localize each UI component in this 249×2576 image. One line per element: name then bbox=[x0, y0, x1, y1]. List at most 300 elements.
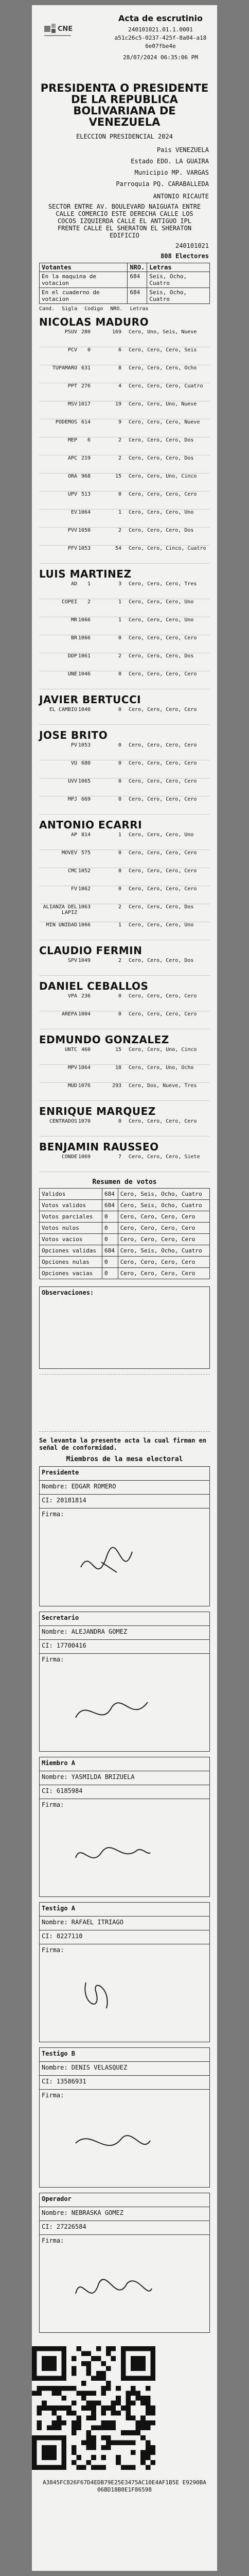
party-votes: 2 bbox=[118, 528, 121, 533]
qr-module bbox=[146, 2396, 151, 2401]
party-row bbox=[39, 635, 210, 653]
party-code: 1004 bbox=[78, 1011, 91, 1017]
resumen-cell: 0 bbox=[102, 1223, 118, 1234]
party-votes: 7 bbox=[118, 1154, 121, 1160]
resumen-cell: Opciones vacias bbox=[40, 1268, 102, 1279]
party-code: 1 bbox=[87, 581, 91, 587]
qr-module bbox=[86, 2366, 92, 2371]
party-votes-letters: Cero, Cero, Cero, Nueve bbox=[129, 419, 200, 425]
party-code: 669 bbox=[81, 796, 91, 802]
qr-module bbox=[140, 2460, 146, 2465]
qr-module bbox=[140, 2435, 146, 2441]
qr-module bbox=[91, 2415, 96, 2420]
party-row bbox=[39, 993, 210, 1011]
party-row bbox=[39, 653, 210, 671]
member-nombre: Nombre: DENIS VELASQUEZ bbox=[40, 2062, 209, 2076]
member-firma-label: Firma: bbox=[42, 1656, 64, 1663]
party-row bbox=[39, 868, 210, 886]
qr-module bbox=[106, 2405, 111, 2411]
party-sigla: MIN UNIDAD bbox=[46, 922, 77, 928]
party-sigla: PVV bbox=[67, 528, 77, 533]
qr-module bbox=[62, 2386, 67, 2391]
qr-module bbox=[91, 2405, 96, 2411]
resumen-row bbox=[40, 1245, 210, 1257]
member-ci: CI: 13586931 bbox=[40, 2076, 209, 2090]
qr-module bbox=[131, 2430, 136, 2435]
party-code: 968 bbox=[81, 473, 91, 479]
qr-module bbox=[131, 2386, 136, 2391]
qr-module bbox=[86, 2415, 92, 2420]
qr-module bbox=[86, 2460, 92, 2465]
center-name: ANTONIO RICAUTE bbox=[153, 193, 209, 200]
qr-module bbox=[116, 2396, 121, 2401]
party-votes-letters: Cero, Cero, Cero, Cero bbox=[129, 492, 197, 497]
qr-finder bbox=[42, 2356, 57, 2371]
party-votes-letters: Cero, Cero, Uno, Ocho bbox=[129, 1065, 194, 1071]
member-ci: CI: 20181814 bbox=[40, 1495, 209, 1509]
qr-module bbox=[126, 2440, 131, 2445]
qr-module bbox=[72, 2371, 77, 2376]
party-row bbox=[39, 958, 210, 976]
qr-module bbox=[76, 2426, 81, 2431]
votantes-header-cell: Letras bbox=[147, 263, 210, 272]
qr-module bbox=[37, 2391, 42, 2396]
party-votes: 15 bbox=[115, 473, 121, 479]
resumen-cell: 0 bbox=[102, 1234, 118, 1245]
qr-module bbox=[66, 2411, 72, 2416]
qr-module bbox=[66, 2386, 72, 2391]
qr-module bbox=[101, 2361, 106, 2366]
qr-module bbox=[101, 2426, 106, 2431]
party-row bbox=[39, 510, 210, 528]
resumen-cell: Opciones nulas bbox=[40, 1257, 102, 1268]
votantes-cell: En la maquina de votacion bbox=[40, 272, 128, 288]
member-ci: CI: 8227110 bbox=[40, 1930, 209, 1944]
party-votes-letters: Cero, Cero, Uno, Cinco bbox=[129, 473, 197, 479]
party-sigla: PODEMOS bbox=[55, 419, 77, 425]
party-code: 1050 bbox=[78, 528, 91, 533]
party-votes: 18 bbox=[115, 1065, 121, 1071]
qr-module bbox=[86, 2405, 92, 2411]
qr-module bbox=[116, 2460, 121, 2465]
center-address: SECTOR ENTRE AV. BOULEVARD NAIGUATA ENTRE CALLE COMERCIO ESTE DERECHA CALLE LOS COCOS IZQUIERDA CALLE EL ANTIGUO IPL FRENTE CALLE EL SHERATON EL SHERATON EDIFICIO bbox=[48, 203, 201, 239]
party-code: 1063 bbox=[78, 904, 91, 910]
qr-module bbox=[91, 2435, 96, 2441]
qr-module bbox=[150, 2460, 155, 2465]
party-sigla: MEP bbox=[67, 437, 77, 443]
party-sigla: SPV bbox=[67, 958, 77, 963]
member-role: Testigo B bbox=[40, 2048, 209, 2062]
party-votes-letters: Cero, Cero, Cero, Cero bbox=[129, 993, 197, 999]
qr-module bbox=[101, 2435, 106, 2441]
party-votes-letters: Cero, Cero, Cero, Cero bbox=[129, 1011, 197, 1017]
qr-module bbox=[101, 2405, 106, 2411]
qr-module bbox=[101, 2445, 106, 2450]
qr-module bbox=[96, 2426, 101, 2431]
qr-module bbox=[146, 2426, 151, 2431]
loc-estado: Estado EDO. LA GUAIRA bbox=[131, 158, 209, 165]
qr-module bbox=[57, 2405, 62, 2411]
votantes-header-cell: Votantes bbox=[40, 263, 128, 272]
resumen-cell: Votos parciales bbox=[40, 1211, 102, 1223]
party-votes: 2 bbox=[118, 455, 121, 461]
member-role: Secretario bbox=[40, 1612, 209, 1626]
qr-module bbox=[111, 2440, 116, 2445]
party-code: 0 bbox=[87, 347, 91, 353]
qr-module bbox=[146, 2386, 151, 2391]
party-sigla: UNE bbox=[67, 671, 77, 677]
qr-module bbox=[57, 2420, 62, 2426]
resumen-title: Resumen de votos bbox=[92, 1178, 157, 1186]
party-votes-letters: Cero, Cero, Cero, Uno bbox=[129, 599, 194, 605]
party-code: 2 bbox=[87, 599, 91, 605]
member-ci: CI: 17700416 bbox=[40, 1640, 209, 1654]
qr-module bbox=[131, 2401, 136, 2406]
member-box bbox=[39, 1902, 210, 2042]
acta-hash-short: a51c26c5-0237-425f-8a04-a186e07fbe4e bbox=[114, 35, 207, 49]
qr-module bbox=[91, 2411, 96, 2416]
party-sigla: BR bbox=[70, 635, 77, 641]
qr-module bbox=[140, 2426, 146, 2431]
party-sigla: MR bbox=[70, 617, 77, 623]
qr-module bbox=[136, 2391, 141, 2396]
resumen-cell: Cero, Cero, Cero, Cero bbox=[118, 1257, 209, 1268]
qr-module bbox=[111, 2405, 116, 2411]
votantes-cell: 684 bbox=[128, 288, 147, 304]
member-nombre: Nombre: NEBRASKA GOMEZ bbox=[40, 2207, 209, 2221]
qr-module bbox=[72, 2445, 77, 2450]
member-box bbox=[39, 2047, 210, 2188]
qr-module bbox=[91, 2455, 96, 2460]
members-title: Miembros de la mesa electoral bbox=[66, 1455, 183, 1463]
qr-module bbox=[111, 2401, 116, 2406]
qr-module bbox=[136, 2396, 141, 2401]
party-votes: 4 bbox=[118, 383, 121, 389]
candidate-name: BENJAMIN RAUSSEO bbox=[39, 1141, 159, 1153]
qr-module bbox=[106, 2426, 111, 2431]
party-code: 1046 bbox=[78, 671, 91, 677]
qr-module bbox=[150, 2450, 155, 2455]
party-code: 219 bbox=[81, 455, 91, 461]
party-votes-letters: Cero, Cero, Cero, Dos bbox=[129, 528, 194, 533]
qr-module bbox=[76, 2391, 81, 2396]
party-votes-letters: Cero, Cero, Cero, Cero bbox=[129, 778, 197, 784]
resumen-row bbox=[40, 1234, 210, 1245]
qr-module bbox=[101, 2391, 106, 2396]
party-votes-letters: Cero, Cero, Cero, Dos bbox=[129, 653, 194, 659]
resumen-cell: Cero, Cero, Cero, Cero bbox=[118, 1234, 209, 1245]
loc-parroquia: Parroquia PQ. CARABALLEDA bbox=[116, 180, 209, 188]
qr-module bbox=[146, 2465, 151, 2470]
qr-module bbox=[106, 2366, 111, 2371]
party-row bbox=[39, 455, 210, 473]
party-row bbox=[39, 383, 210, 401]
qr-module bbox=[116, 2386, 121, 2391]
party-row bbox=[39, 1065, 210, 1083]
qr-module bbox=[62, 2396, 67, 2401]
qr-module bbox=[86, 2445, 92, 2450]
column-header: Cand. bbox=[39, 306, 55, 312]
member-nombre: Nombre: EDGAR ROMERO bbox=[40, 1481, 209, 1495]
party-votes-letters: Cero, Cero, Cero, Uno bbox=[129, 617, 194, 623]
party-sigla: CONDE bbox=[61, 1154, 77, 1160]
qr-module bbox=[37, 2386, 42, 2391]
qr-module bbox=[76, 2420, 81, 2426]
party-code: 1064 bbox=[78, 1065, 91, 1071]
qr-module bbox=[126, 2391, 131, 2396]
party-votes-letters: Cero, Cero, Cero, Cero bbox=[129, 886, 197, 892]
qr-module bbox=[101, 2465, 106, 2470]
qr-module bbox=[51, 2405, 57, 2411]
qr-module bbox=[32, 2391, 37, 2396]
party-row bbox=[39, 671, 210, 689]
votantes-header-cell: NRO. bbox=[128, 263, 147, 272]
party-sigla: TUPAMARO bbox=[52, 365, 77, 371]
votantes-row bbox=[40, 288, 210, 304]
party-row bbox=[39, 850, 210, 868]
qr-finder bbox=[131, 2356, 146, 2371]
qr-module bbox=[91, 2465, 96, 2470]
party-votes: 1 bbox=[118, 832, 121, 838]
qr-module bbox=[86, 2351, 92, 2357]
party-code: 513 bbox=[81, 492, 91, 497]
party-sigla: AD bbox=[70, 581, 77, 587]
qr-module bbox=[51, 2391, 57, 2396]
party-votes-letters: Cero, Cero, Cero, Cuatro bbox=[129, 383, 203, 389]
qr-module bbox=[140, 2396, 146, 2401]
party-votes-letters: Cero, Cero, Cero, Cero bbox=[129, 850, 197, 856]
qr-module bbox=[126, 2465, 131, 2470]
qr-module bbox=[37, 2405, 42, 2411]
qr-module bbox=[81, 2396, 86, 2401]
resumen-cell: Votos nulos bbox=[40, 1223, 102, 1234]
resumen-row bbox=[40, 1211, 210, 1223]
party-votes-letters: Cero, Cero, Cero, Cero bbox=[129, 1118, 197, 1124]
member-firma-label: Firma: bbox=[42, 2092, 64, 2099]
party-votes: 0 bbox=[118, 778, 121, 784]
resumen-cell: Opciones validas bbox=[40, 1245, 102, 1257]
qr-module bbox=[106, 2435, 111, 2441]
party-sigla: ALIANZA DEL LAPIZ bbox=[43, 904, 77, 916]
signature-mark bbox=[70, 2105, 153, 2182]
resumen-cell: 0 bbox=[102, 1257, 118, 1268]
candidates-list bbox=[32, 316, 217, 1172]
qr-module bbox=[131, 2415, 136, 2420]
qr-code bbox=[32, 2346, 155, 2470]
party-sigla: FV bbox=[70, 886, 77, 892]
party-row bbox=[39, 1011, 210, 1029]
party-votes-letters: Cero, Cero, Cero, Siete bbox=[129, 1154, 200, 1160]
qr-module bbox=[91, 2391, 96, 2396]
qr-module bbox=[106, 2346, 111, 2351]
party-row bbox=[39, 1118, 210, 1137]
party-votes: 2 bbox=[118, 904, 121, 910]
election-subtitle: ELECCION PRESIDENCIAL 2024 bbox=[76, 133, 173, 140]
votantes-cell: 684 bbox=[128, 272, 147, 288]
qr-module bbox=[140, 2415, 146, 2420]
qr-module bbox=[121, 2440, 126, 2445]
resumen-cell: 684 bbox=[102, 1200, 118, 1211]
election-title: PRESIDENTA O PRESIDENTE DE LA REPUBLICA BOLIVARIANA DE VENEZUELA bbox=[40, 82, 209, 128]
qr-module bbox=[126, 2401, 131, 2406]
qr-module bbox=[72, 2411, 77, 2416]
qr-module bbox=[86, 2435, 92, 2441]
party-votes: 15 bbox=[115, 1047, 121, 1053]
party-votes-letters: Cero, Cero, Cero, Dos bbox=[129, 437, 194, 443]
party-row bbox=[39, 329, 210, 347]
party-votes: 0 bbox=[118, 796, 121, 802]
party-sigla: MSV bbox=[67, 401, 77, 407]
party-sigla: MPJ bbox=[67, 796, 77, 802]
qr-module bbox=[42, 2405, 47, 2411]
party-votes-letters: Cero, Cero, Cero, Dos bbox=[129, 958, 194, 963]
qr-finder bbox=[42, 2445, 57, 2460]
qr-module bbox=[72, 2430, 77, 2435]
party-votes-letters: Cero, Cero, Cero, Uno bbox=[129, 922, 194, 928]
party-sigla: PSUV bbox=[64, 329, 77, 335]
column-header: Sigla bbox=[62, 306, 78, 312]
acta-hash-long: A3845FC826F67D4EDB79E25E3475AC10E4AF1B5E E9290BA06BD18B0E1F86598 bbox=[43, 2479, 206, 2493]
qr-module bbox=[81, 2391, 86, 2396]
candidate-name: JOSE BRITO bbox=[39, 729, 108, 741]
qr-module bbox=[81, 2351, 86, 2357]
party-sigla: MPV bbox=[67, 1065, 77, 1071]
party-votes: 9 bbox=[118, 419, 121, 425]
party-votes-letters: Cero, Cero, Cero, Cero bbox=[129, 868, 197, 874]
qr-module bbox=[131, 2440, 136, 2445]
party-votes: 8 bbox=[118, 365, 121, 371]
party-code: 1049 bbox=[78, 958, 91, 963]
party-sigla: PPT bbox=[67, 383, 77, 389]
votantes-cell: En el cuaderno de votacion bbox=[40, 288, 128, 304]
party-votes: 1 bbox=[118, 922, 121, 928]
votantes-cell: Seis, Ocho, Cuatro bbox=[147, 288, 210, 304]
party-code: 1052 bbox=[78, 868, 91, 874]
party-sigla: APC bbox=[67, 455, 77, 461]
qr-module bbox=[51, 2386, 57, 2391]
party-row bbox=[39, 778, 210, 796]
members-list bbox=[32, 1466, 217, 2333]
party-code: 680 bbox=[81, 760, 91, 766]
qr-module bbox=[140, 2420, 146, 2426]
column-header: Letras bbox=[130, 306, 149, 312]
party-sigla: VU bbox=[70, 760, 77, 766]
resumen-row bbox=[40, 1268, 210, 1279]
resumen-cell: Votos vacios bbox=[40, 1234, 102, 1245]
party-code: 1017 bbox=[78, 401, 91, 407]
qr-module bbox=[37, 2420, 42, 2426]
party-votes-letters: Cero, Cero, Cero, Cero bbox=[129, 796, 197, 802]
party-row bbox=[39, 1047, 210, 1065]
qr-module bbox=[37, 2426, 42, 2431]
candidate-name: LUIS MARTINEZ bbox=[39, 568, 132, 580]
party-sigla: PFV bbox=[67, 546, 77, 551]
party-row bbox=[39, 760, 210, 778]
resumen-row bbox=[40, 1223, 210, 1234]
party-row bbox=[39, 886, 210, 904]
party-votes: 2 bbox=[118, 653, 121, 659]
qr-module bbox=[106, 2420, 111, 2426]
qr-module bbox=[140, 2401, 146, 2406]
resumen-cell: Cero, Cero, Cero, Cero bbox=[118, 1268, 209, 1279]
qr-module bbox=[96, 2356, 101, 2361]
party-row bbox=[39, 528, 210, 546]
qr-module bbox=[57, 2386, 62, 2391]
member-role: Presidente bbox=[40, 1467, 209, 1481]
qr-module bbox=[116, 2440, 121, 2445]
qr-module bbox=[146, 2440, 151, 2445]
blank-lines bbox=[39, 1374, 210, 1432]
receipt-header bbox=[32, 5, 217, 82]
qr-module bbox=[101, 2376, 106, 2381]
party-votes: 1 bbox=[118, 599, 121, 605]
party-code: 280 bbox=[81, 329, 91, 335]
party-sigla: UVV bbox=[67, 778, 77, 784]
party-row bbox=[39, 401, 210, 419]
qr-module bbox=[96, 2465, 101, 2470]
qr-module bbox=[106, 2386, 111, 2391]
qr-module bbox=[42, 2401, 47, 2406]
party-row bbox=[39, 492, 210, 510]
qr-module bbox=[116, 2455, 121, 2460]
resumen-cell: Cero, Seis, Ocho, Cuatro bbox=[118, 1245, 209, 1257]
qr-module bbox=[62, 2420, 67, 2426]
qr-module bbox=[91, 2401, 96, 2406]
acta-datetime: 28/07/2024 06:35:06 PM bbox=[123, 54, 198, 61]
party-sigla: UNTC bbox=[64, 1047, 77, 1053]
qr-module bbox=[126, 2430, 131, 2435]
party-votes-letters: Cero, Dos, Nueve, Tres bbox=[129, 1083, 197, 1089]
party-votes-letters: Cero, Cero, Cero, Cero bbox=[129, 742, 197, 748]
party-sigla: UPV bbox=[67, 492, 77, 497]
qr-module bbox=[51, 2426, 57, 2431]
qr-module bbox=[116, 2401, 121, 2406]
party-code: 1070 bbox=[78, 1118, 91, 1124]
qr-module bbox=[126, 2396, 131, 2401]
observaciones-label: Observaciones: bbox=[42, 1289, 94, 1296]
party-code: 6 bbox=[87, 437, 91, 443]
qr-module bbox=[51, 2411, 57, 2416]
qr-module bbox=[150, 2411, 155, 2416]
loc-municipio: Municipio MP. VARGAS bbox=[134, 169, 209, 176]
qr-module bbox=[72, 2450, 77, 2455]
qr-module bbox=[86, 2361, 92, 2366]
qr-module bbox=[86, 2440, 92, 2445]
votantes-cell: Seis, Ocho, Cuatro bbox=[147, 272, 210, 288]
qr-module bbox=[126, 2405, 131, 2411]
qr-module bbox=[111, 2420, 116, 2426]
resumen-row bbox=[40, 1189, 210, 1200]
member-box bbox=[39, 1466, 210, 1606]
party-code: 1062 bbox=[78, 886, 91, 892]
qr-module bbox=[106, 2351, 111, 2357]
qr-module bbox=[101, 2371, 106, 2376]
qr-module bbox=[76, 2465, 81, 2470]
party-code: 614 bbox=[81, 419, 91, 425]
qr-module bbox=[126, 2415, 131, 2420]
column-headers bbox=[39, 306, 210, 312]
party-votes: 0 bbox=[118, 707, 121, 713]
resumen-cell: Votos validos bbox=[40, 1200, 102, 1211]
qr-module bbox=[116, 2411, 121, 2416]
signature-mark bbox=[70, 1669, 153, 1746]
resumen-row bbox=[40, 1257, 210, 1268]
qr-module bbox=[121, 2405, 126, 2411]
qr-module bbox=[42, 2386, 47, 2391]
qr-module bbox=[150, 2420, 155, 2426]
qr-module bbox=[66, 2405, 72, 2411]
qr-module bbox=[146, 2455, 151, 2460]
